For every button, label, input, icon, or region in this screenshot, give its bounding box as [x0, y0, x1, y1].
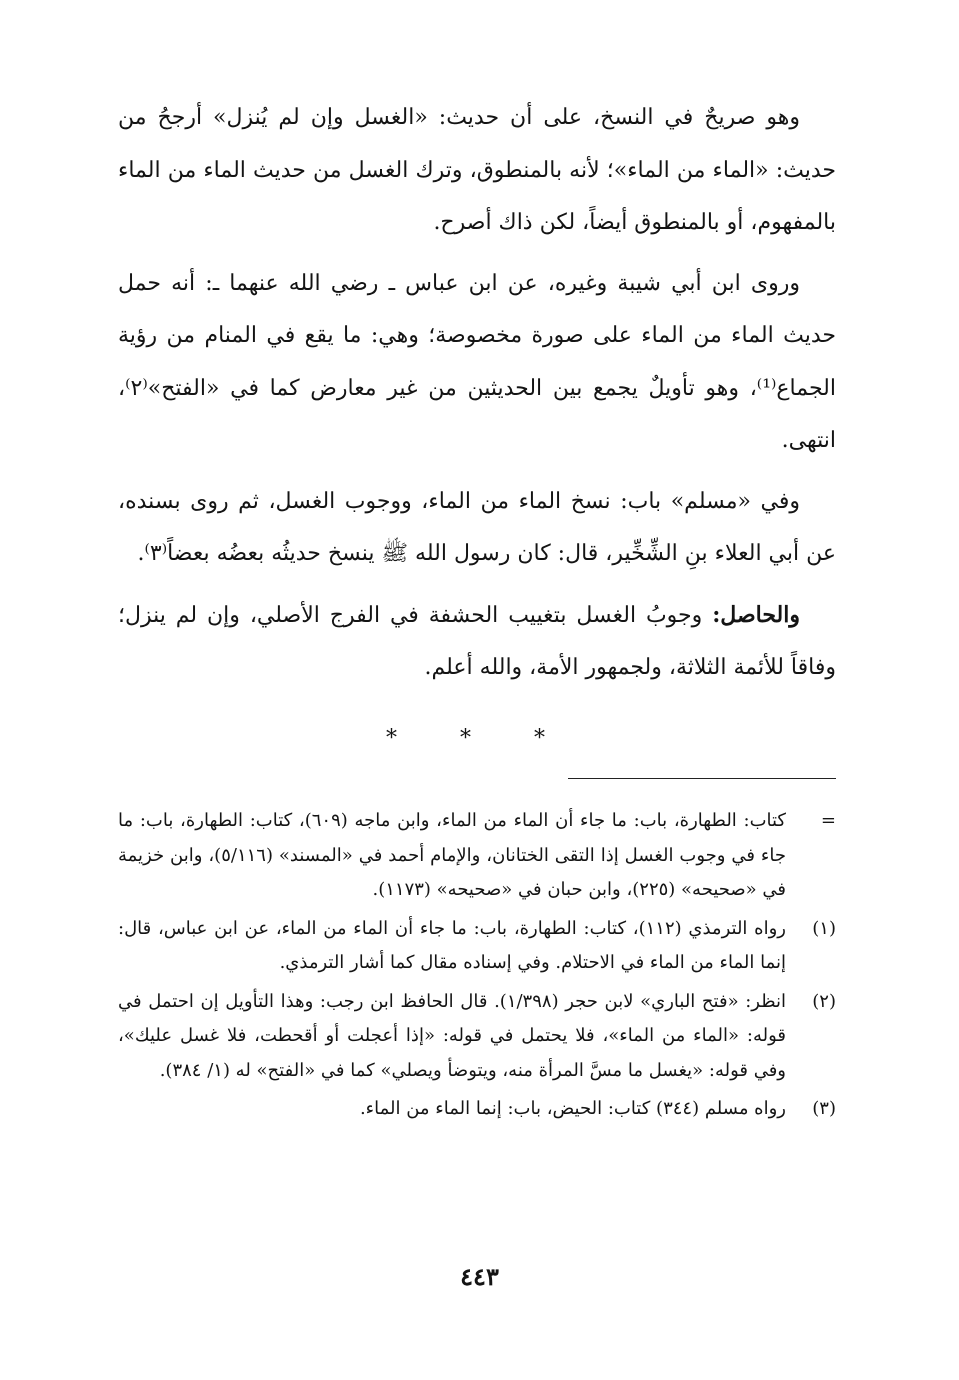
paragraph-1-text: وهو صريحٌ في النسخ، على أن حديث: «الغسل وإن لم يُنزل» أرجحُ من حديث: «الماء من الماء»؛ لأنه بالمنطوق، وترك الغسل من حديث الماء من الماء بالمفهوم، أو بالمنطوق أيضاً، لكن ذاك أصرح.: [118, 105, 836, 235]
paragraph-3: [118, 476, 836, 581]
conclusion-label: والحاصل:: [712, 601, 800, 628]
footnote-marker: (٢): [812, 990, 836, 1012]
footnote-text: رواه مسلم (٣٤٤) كتاب: الحيض، باب: إنما الماء من الماء.: [359, 1098, 786, 1119]
footnote-marker: (٣): [812, 1098, 836, 1119]
paragraph-1: [118, 92, 836, 250]
paragraph-4-text: وجوبُ الغسل بتغييب الحشفة في الفرج الأصلي، وإن لم ينزل؛ وفاقاً للأئمة الثلاثة، ولجمهور الأمة، والله أعلم.: [118, 602, 836, 680]
paragraph-4: [118, 589, 836, 695]
footnote-2: [118, 985, 836, 1089]
footnote-marker: (١): [812, 917, 836, 939]
footnote-3: [118, 1092, 836, 1127]
footnote-text: رواه الترمذي (١١٢)، كتاب: الطهارة، باب: ما جاء أن الماء من الماء، عن ابن عباس، قال: إنما الماء من الماء في الاحتلام. وفي إسناده مقال كما أشار الترمذي.: [118, 917, 786, 973]
footnote-text: كتاب: الطهارة، باب: ما جاء أن الماء من الماء، وابن ماجه (٦٠٩)، كتاب: الطهارة، باب: ما جاء في وجوب الغسل إذا التقى الختانان، والإمام أحمد في «المسند» (٥/١١٦)، وابن خزيمة في «صحيحه» (٢٢٥)، وابن حبان في «صحيحه» (١١٧٣).: [118, 810, 787, 900]
footnote-marker: =: [820, 810, 836, 831]
footnote-1: [118, 912, 836, 981]
paragraph-2: [118, 258, 836, 468]
footnote-continuation: [118, 804, 836, 908]
page-number: ٤٤٣: [460, 1262, 499, 1291]
footnotes: [118, 804, 836, 1131]
paragraph-3-text: وفي «مسلم» باب: نسخ الماء من الماء، ووجوب الغسل، ثم روى بسنده، عن أبي العلاء بنِ الشِّخِّير، قال: كان رسول الله ﷺ ينسخ حديثُه بعضُه بعضاً⁽٣⁾.: [118, 488, 836, 566]
footnote-divider: [568, 778, 836, 779]
main-text: [118, 92, 836, 703]
footnote-text: انظر: «فتح الباري» لابن حجر (١/٣٩٨). قال الحافظ ابن رجب: وهذا التأويل إن احتمل في قوله: «الماء من الماء»، فلا يحتمل في قوله: «إذا أعجلت أو أقحطت، فلا غسل عليك»، وفي قوله: «يغسل ما مسَّ المرأة منه، ويتوضأ ويصلي» كما في «الفتح» له (١/ ٣٨٤).: [118, 990, 786, 1081]
section-separator: * * *: [386, 726, 573, 751]
paragraph-2-text: وروى ابن أبي شيبة وغيره، عن ابن عباس ـ رضي الله عنهما ـ: أنه حمل حديث الماء من الماء على صورة مخصوصة؛ وهي: ما يقع في المنام من رؤية الجماع⁽¹⁾، وهو تأويلٌ يجمع بين الحديثين من غير معارض كما في «الفتح»⁽٢⁾، انتهى.: [118, 270, 836, 453]
